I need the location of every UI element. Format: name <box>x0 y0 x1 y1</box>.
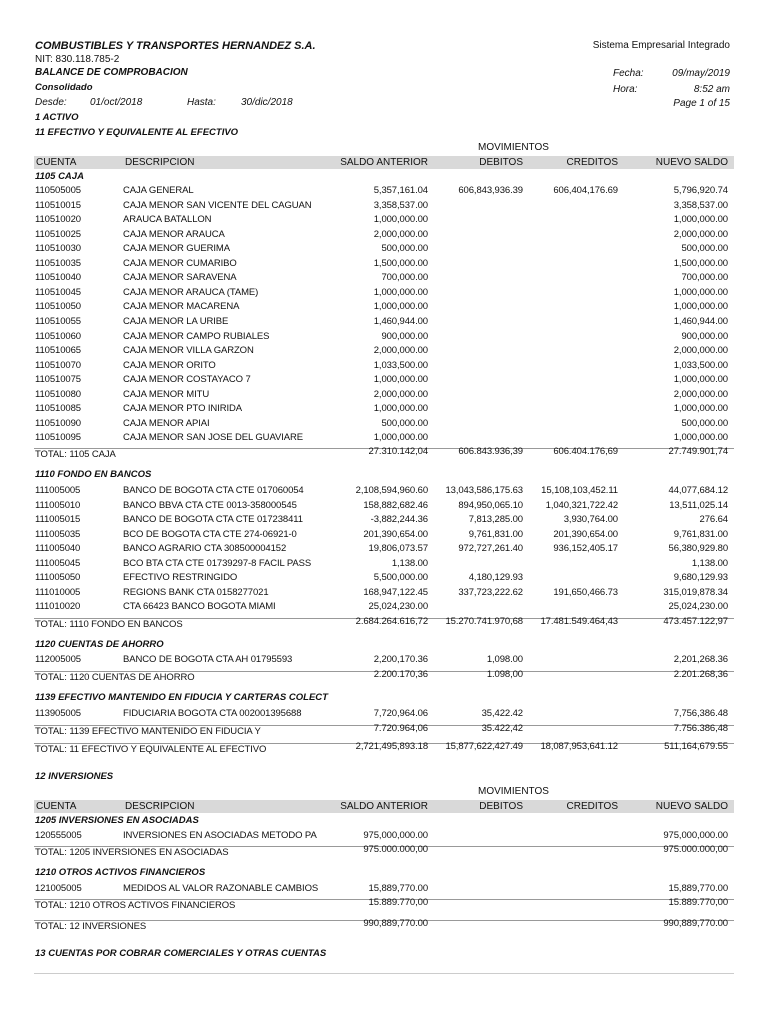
table-row <box>0 432 768 446</box>
account-description: CTA 66423 BANCO BOGOTA MIAMI <box>123 601 276 613</box>
debitos: 7,813,285.00 <box>468 514 523 526</box>
account-code: 111005040 <box>35 543 81 555</box>
table-row <box>0 654 768 668</box>
account-code: 111005035 <box>35 528 81 540</box>
total-row <box>0 918 768 935</box>
account-code: 110510020 <box>35 214 81 226</box>
total-creditos: 18,087,953,641.12 <box>540 741 618 752</box>
creditos: 15,108,103,452.11 <box>541 485 618 496</box>
account-code: 111005045 <box>35 557 81 569</box>
hora-label: Hora: <box>613 84 638 95</box>
table-row <box>0 572 768 586</box>
col-saldo-anterior-2: SALDO ANTERIOR <box>340 801 428 812</box>
nuevo-saldo: 44,077,684.12 <box>668 485 728 496</box>
table-row <box>0 500 768 514</box>
nuevo-saldo: 1,000,000.00 <box>673 286 728 298</box>
nuevo-saldo: 9,680,129.93 <box>673 572 728 584</box>
account-description: MEDIDOS AL VALOR RAZONABLE CAMBIOS <box>123 883 319 894</box>
total-label: TOTAL: 1210 OTROS ACTIVOS FINANCIEROS <box>35 899 236 911</box>
nuevo-saldo: 1,460,944.00 <box>673 315 728 327</box>
saldo-anterior: 19,806,073.57 <box>368 543 428 555</box>
account-description: CAJA MENOR MITU <box>123 388 210 400</box>
nuevo-saldo: 1,000,000.00 <box>673 403 728 415</box>
nuevo-saldo: 56,380,929.80 <box>668 543 728 555</box>
table-row <box>0 389 768 403</box>
account-description: CAJA MENOR VILLA GARZON <box>123 345 254 357</box>
table-row <box>0 543 768 557</box>
account-description: CAJA MENOR SAN JOSE DEL GUAVIARE <box>123 432 303 444</box>
debitos: 1,098.00 <box>486 654 523 665</box>
total-nuevo-saldo: 15.889.770,00 <box>668 896 728 908</box>
account-description: BANCO DE BOGOTA CTA AH 01795593 <box>123 654 293 665</box>
total-row <box>0 843 768 861</box>
debitos: 606,843,936.39 <box>458 185 523 196</box>
table-row <box>0 214 768 228</box>
nuevo-saldo: 25,024,230.00 <box>668 601 728 613</box>
section-title-1120: 1120 CUENTAS DE AHORRO <box>35 639 164 650</box>
table-row <box>0 345 768 359</box>
nuevo-saldo: 5,796,920.74 <box>673 185 728 196</box>
creditos: 191,650,466.73 <box>553 586 618 598</box>
nuevo-saldo: 15,889,770.00 <box>668 883 728 894</box>
total-debitos: 15,877,622,427.49 <box>445 741 523 752</box>
table-row <box>0 258 768 272</box>
nuevo-saldo: 13,511,025.14 <box>669 499 728 511</box>
debitos: 972,727,261.40 <box>458 543 523 555</box>
group-12-title: 12 INVERSIONES <box>35 771 114 782</box>
col-cuenta: CUENTA <box>36 157 77 168</box>
account-description: CAJA MENOR SARAVENA <box>123 272 237 284</box>
table-row <box>0 558 768 572</box>
total-label: TOTAL: 1110 FONDO EN BANCOS <box>35 618 183 630</box>
section-title-1105: 1105 CAJA <box>35 171 84 182</box>
col-debitos: DEBITOS <box>479 157 523 168</box>
account-code: 111005005 <box>35 485 81 496</box>
group-1-title: 1 ACTIVO <box>35 112 79 123</box>
section-title-1205: 1205 INVERSIONES EN ASOCIADAS <box>35 815 199 826</box>
account-code: 110510040 <box>35 272 81 284</box>
account-code: 110510025 <box>35 228 81 240</box>
saldo-anterior: 900,000.00 <box>381 330 428 342</box>
saldo-anterior: 168,947,122.45 <box>363 586 428 598</box>
total-label: TOTAL: 1120 CUENTAS DE AHORRO <box>35 671 195 683</box>
total-nuevo-saldo: 2.201.268,36 <box>673 668 728 680</box>
debitos: 894,950,065.10 <box>458 499 523 511</box>
table-row <box>0 287 768 301</box>
account-code: 110510035 <box>35 257 81 269</box>
group-13-title: 13 CUENTAS POR COBRAR COMERCIALES Y OTRAS CUENTAS <box>35 948 327 959</box>
total-row <box>0 445 768 463</box>
col-nuevo-saldo: NUEVO SALDO <box>655 157 728 168</box>
total-creditos: 17.481.549.464,43 <box>540 615 618 627</box>
table-row <box>0 514 768 528</box>
account-description: BANCO DE BOGOTA CTA CTE 017060054 <box>123 485 304 496</box>
account-code: 112005005 <box>35 654 81 665</box>
account-description: REGIONS BANK CTA 0158277021 <box>123 586 269 598</box>
table-row <box>0 830 768 844</box>
total-row <box>0 615 768 633</box>
total-row <box>0 896 768 914</box>
account-code: 113905005 <box>35 708 81 719</box>
table-row <box>0 374 768 388</box>
account-code: 121005005 <box>35 883 82 894</box>
account-description: BANCO AGRARIO CTA 308500004152 <box>123 543 287 555</box>
nuevo-saldo: 2,201,268.36 <box>673 654 728 665</box>
total-nuevo-saldo: 473.457.122,97 <box>663 615 728 627</box>
col-creditos-2: CREDITOS <box>566 801 618 812</box>
section-title-1110: 1110 FONDO EN BANCOS <box>35 469 152 480</box>
movimientos-header-2: MOVIMIENTOS <box>478 786 549 797</box>
account-code: 111010005 <box>35 586 81 598</box>
section-title-1210: 1210 OTROS ACTIVOS FINANCIEROS <box>35 867 206 878</box>
saldo-anterior: 1,000,000.00 <box>373 301 428 313</box>
total-label: TOTAL: 1139 EFECTIVO MANTENIDO EN FIDUCIA Y <box>35 725 261 737</box>
account-code: 110510055 <box>35 315 81 327</box>
saldo-anterior: 2,000,000.00 <box>373 228 428 240</box>
fecha-label: Fecha: <box>613 68 644 79</box>
total-saldo-anterior: 27.310.142,04 <box>368 445 428 457</box>
total-label: TOTAL: 1205 INVERSIONES EN ASOCIADAS <box>35 846 229 858</box>
total-debitos: 606.843.936,39 <box>458 445 523 457</box>
account-description: CAJA MENOR COSTAYACO 7 <box>123 374 251 386</box>
total-saldo-anterior: 2.684.264.616,72 <box>355 615 428 627</box>
total-label: TOTAL: 11 EFECTIVO Y EQUIVALENTE AL EFECTIVO <box>35 744 267 755</box>
nuevo-saldo: 1,033,500.00 <box>673 359 728 371</box>
account-code: 110510070 <box>35 359 81 371</box>
saldo-anterior: 1,000,000.00 <box>373 214 428 226</box>
table-row <box>0 601 768 615</box>
nuevo-saldo: 900,000.00 <box>681 330 728 342</box>
saldo-anterior: 500,000.00 <box>381 243 428 255</box>
table-row <box>0 529 768 543</box>
account-code: 110510090 <box>35 417 81 429</box>
table-row <box>0 301 768 315</box>
total-saldo-anterior: 975.000.000,00 <box>363 843 428 855</box>
nuevo-saldo: 2,000,000.00 <box>673 388 728 400</box>
account-description: CAJA MENOR PTO INIRIDA <box>123 403 243 415</box>
saldo-anterior: 5,357,161.04 <box>373 185 428 196</box>
page-number: Page 1 of 15 <box>673 98 730 109</box>
nuevo-saldo: 3,358,537.00 <box>673 199 728 211</box>
total-row <box>0 722 768 740</box>
total-nuevo-saldo: 511,164,679.55 <box>664 741 728 752</box>
account-code: 110510060 <box>35 330 81 342</box>
creditos: 936,152,405.17 <box>553 543 618 555</box>
saldo-anterior: 1,033,500.00 <box>373 359 428 371</box>
saldo-anterior: 1,500,000.00 <box>373 257 428 269</box>
nuevo-saldo: 1,500,000.00 <box>673 257 728 269</box>
table-row <box>0 229 768 243</box>
hasta-label: Hasta: <box>187 97 216 108</box>
total-nuevo-saldo: 975.000.000,00 <box>663 843 728 855</box>
account-description: CAJA MENOR LA URIBE <box>123 315 229 327</box>
nuevo-saldo: 9,761,831.00 <box>673 528 728 540</box>
account-description: INVERSIONES EN ASOCIADAS METODO PA <box>123 830 317 841</box>
total-label: TOTAL: 12 INVERSIONES <box>35 921 147 932</box>
saldo-anterior: 7,720,964.06 <box>373 708 428 719</box>
account-description: CAJA MENOR MACARENA <box>123 301 240 313</box>
hora-value: 8:52 am <box>693 84 730 95</box>
col-descripcion: DESCRIPCION <box>125 157 195 168</box>
creditos: 3,930,764.00 <box>563 514 618 526</box>
account-description: BANCO BBVA CTA CTE 0013-358000545 <box>123 499 297 511</box>
account-code: 110510095 <box>35 432 81 444</box>
creditos: 1,040,321,722.42 <box>545 499 618 511</box>
account-description: CAJA MENOR CAMPO RUBIALES <box>123 330 270 342</box>
col-nuevo-saldo-2: NUEVO SALDO <box>655 801 728 812</box>
nuevo-saldo: 500,000.00 <box>681 417 728 429</box>
company-name: COMBUSTIBLES Y TRANSPORTES HERNANDEZ S.A. <box>35 40 316 52</box>
account-description: CAJA MENOR ORITO <box>123 359 216 371</box>
account-description: BCO DE BOGOTA CTA CTE 274-06921-0 <box>123 528 297 540</box>
nuevo-saldo: 1,000,000.00 <box>673 432 728 444</box>
nuevo-saldo: 276.64 <box>699 514 728 526</box>
account-code: 111005050 <box>35 572 81 584</box>
saldo-anterior: 15,889,770.00 <box>368 883 428 894</box>
account-description: FIDUCIARIA BOGOTA CTA 002001395688 <box>123 708 302 719</box>
account-description: CAJA MENOR APIAI <box>123 417 210 429</box>
debitos: 9,761,831.00 <box>468 528 523 540</box>
nuevo-saldo: 1,000,000.00 <box>673 374 728 386</box>
account-code: 111005015 <box>35 514 81 526</box>
saldo-anterior: -3,882,244.36 <box>370 514 428 526</box>
table-row <box>0 708 768 722</box>
account-description: CAJA MENOR CUMARIBO <box>123 257 237 269</box>
account-description: CAJA MENOR ARAUCA <box>123 228 225 240</box>
table-row <box>0 272 768 286</box>
total-nuevo-saldo: 27.749.901,74 <box>668 445 728 457</box>
nuevo-saldo: 1,138.00 <box>691 557 728 569</box>
saldo-anterior: 1,460,944.00 <box>373 315 428 327</box>
account-code: 110510080 <box>35 388 81 400</box>
total-creditos: 606.404.176,69 <box>553 445 618 457</box>
account-code: 111010020 <box>35 601 81 613</box>
nuevo-saldo: 7,756,386.48 <box>673 708 728 719</box>
section-title-1139: 1139 EFECTIVO MANTENIDO EN FIDUCIA Y CARTERAS COLECT <box>35 692 328 703</box>
total-saldo-anterior: 990,889,770.00 <box>363 918 428 929</box>
account-description: CAJA GENERAL <box>123 185 194 196</box>
account-code: 110510030 <box>35 243 81 255</box>
account-description: CAJA MENOR GUERIMA <box>123 243 230 255</box>
account-code: 110510075 <box>35 374 81 386</box>
table-row <box>0 200 768 214</box>
nuevo-saldo: 2,000,000.00 <box>673 345 728 357</box>
nuevo-saldo: 500,000.00 <box>681 243 728 255</box>
table-row <box>0 403 768 417</box>
saldo-anterior: 2,000,000.00 <box>373 345 428 357</box>
page-bottom-divider <box>34 973 734 974</box>
table-row <box>0 587 768 601</box>
total-nuevo-saldo: 990,889,770.00 <box>663 918 728 929</box>
account-description: BANCO DE BOGOTA CTA CTE 017238411 <box>123 514 303 526</box>
desde-date: 01/oct/2018 <box>90 97 143 108</box>
account-description: BCO BTA CTA CTE 01739297-8 FACIL PASS <box>123 557 312 569</box>
total-nuevo-saldo: 7.756.386,48 <box>673 722 728 734</box>
account-description: CAJA MENOR SAN VICENTE DEL CAGUAN <box>123 199 312 211</box>
table-row <box>0 883 768 897</box>
account-code: 120555005 <box>35 830 82 841</box>
saldo-anterior: 3,358,537.00 <box>373 199 428 211</box>
nuevo-saldo: 700,000.00 <box>681 272 728 284</box>
fecha-value: 09/may/2019 <box>672 68 730 79</box>
group-11-title: 11 EFECTIVO Y EQUIVALENTE AL EFECTIVO <box>35 127 239 138</box>
saldo-anterior: 2,000,000.00 <box>373 388 428 400</box>
table-row <box>0 331 768 345</box>
saldo-anterior: 1,000,000.00 <box>373 403 428 415</box>
nuevo-saldo: 1,000,000.00 <box>673 301 728 313</box>
account-description: CAJA MENOR ARAUCA (TAME) <box>123 286 259 298</box>
debitos: 35,422.42 <box>481 708 523 719</box>
nuevo-saldo: 2,000,000.00 <box>673 228 728 240</box>
total-debitos: 1.098,00 <box>486 668 523 680</box>
nuevo-saldo: 315,019,878.34 <box>663 586 728 598</box>
account-code: 111005010 <box>35 499 81 511</box>
table-row <box>0 485 768 499</box>
account-description: EFECTIVO RESTRINGIDO <box>123 572 238 584</box>
saldo-anterior: 201,390,654.00 <box>363 528 428 540</box>
table-row <box>0 418 768 432</box>
total-debitos: 15.270.741.970,68 <box>445 615 523 627</box>
debitos: 13,043,586,175.63 <box>445 485 523 496</box>
total-saldo-anterior: 2,721,495,893.18 <box>355 741 428 752</box>
hasta-date: 30/dic/2018 <box>241 97 293 108</box>
table-row <box>0 185 768 199</box>
col-saldo-anterior: SALDO ANTERIOR <box>340 157 428 168</box>
saldo-anterior: 2,108,594,960.60 <box>355 485 428 496</box>
col-descripcion-2: DESCRIPCION <box>125 801 195 812</box>
report-title: BALANCE DE COMPROBACION <box>35 67 188 78</box>
account-code: 110510050 <box>35 301 81 313</box>
debitos: 4,180,129.93 <box>468 572 523 584</box>
saldo-anterior: 25,024,230.00 <box>368 601 428 613</box>
desde-label: Desde: <box>35 97 67 108</box>
nuevo-saldo: 1,000,000.00 <box>673 214 728 226</box>
total-label: TOTAL: 1105 CAJA <box>35 448 116 460</box>
saldo-anterior: 2,200,170.36 <box>373 654 428 665</box>
nuevo-saldo: 975,000,000.00 <box>663 830 728 841</box>
account-code: 110510015 <box>35 199 81 211</box>
saldo-anterior: 1,138.00 <box>391 557 428 569</box>
col-creditos: CREDITOS <box>566 157 618 168</box>
table-row <box>0 316 768 330</box>
saldo-anterior: 5,500,000.00 <box>373 572 428 584</box>
saldo-anterior: 1,000,000.00 <box>373 286 428 298</box>
creditos: 201,390,654.00 <box>553 528 618 540</box>
saldo-anterior: 500,000.00 <box>381 417 428 429</box>
total-saldo-anterior: 7.720.964,06 <box>373 722 428 734</box>
account-code: 110510085 <box>35 403 81 415</box>
account-code: 110510045 <box>35 286 81 298</box>
saldo-anterior: 975,000,000.00 <box>363 830 428 841</box>
total-saldo-anterior: 2.200.170,36 <box>373 668 428 680</box>
account-code: 110505005 <box>35 185 81 196</box>
col-debitos-2: DEBITOS <box>479 801 523 812</box>
total-debitos: 35.422,42 <box>481 722 523 734</box>
total-saldo-anterior: 15.889.770,00 <box>368 896 428 908</box>
saldo-anterior: 700,000.00 <box>381 272 428 284</box>
saldo-anterior: 1,000,000.00 <box>373 432 428 444</box>
debitos: 337,723,222.62 <box>458 586 523 598</box>
report-subtitle: Consolidado <box>35 82 93 93</box>
saldo-anterior: 1,000,000.00 <box>373 374 428 386</box>
col-cuenta-2: CUENTA <box>36 801 77 812</box>
table-row <box>0 243 768 257</box>
total-row <box>0 668 768 686</box>
movimientos-header: MOVIMIENTOS <box>478 142 549 153</box>
company-nit: NIT: 830.118.785-2 <box>35 54 120 65</box>
table-row <box>0 360 768 374</box>
account-code: 110510065 <box>35 345 81 357</box>
saldo-anterior: 158,882,682.46 <box>363 499 428 511</box>
account-description: ARAUCA BATALLON <box>123 214 212 226</box>
total-row <box>0 741 768 758</box>
system-name: Sistema Empresarial Integrado <box>592 40 730 51</box>
creditos: 606,404,176.69 <box>553 185 618 196</box>
